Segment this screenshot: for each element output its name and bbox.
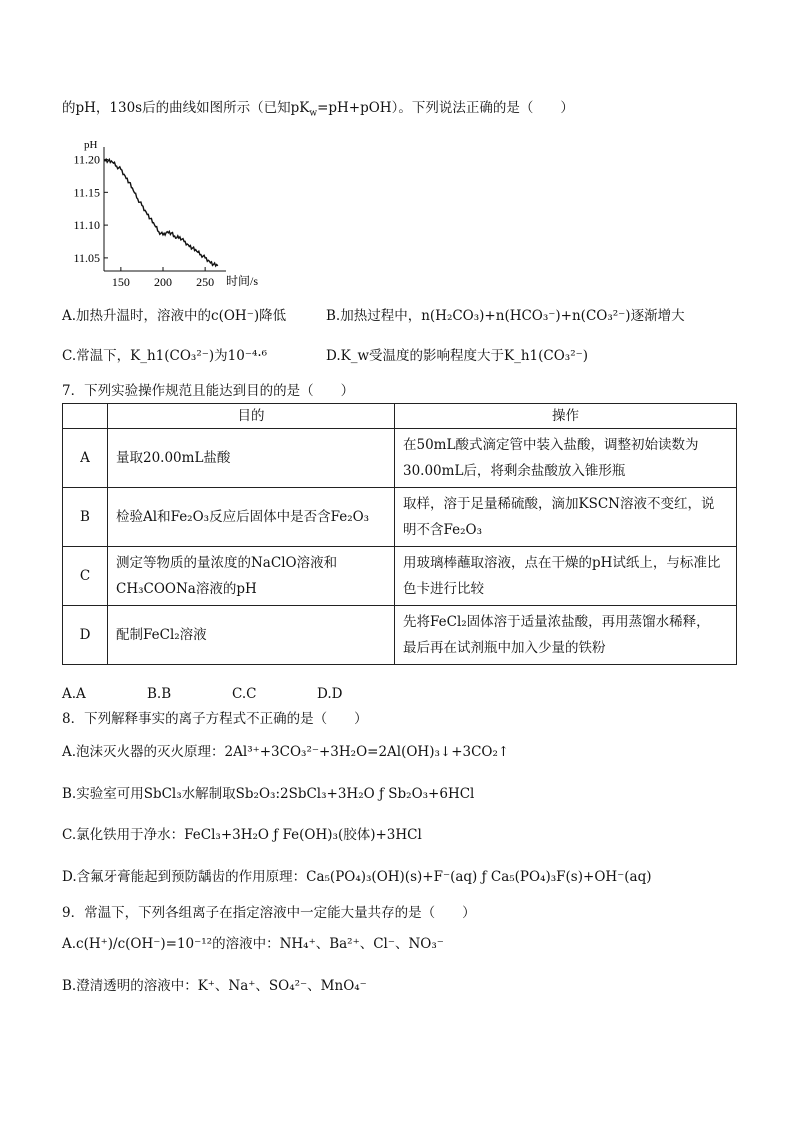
choice-d: D.D: [317, 686, 343, 702]
purpose-cell: 测定等物质的量浓度的NaClO溶液和 CH₃COONa溶液的pH: [108, 547, 395, 606]
operation-cell: 先将FeCl₂固体溶于适量浓盐酸，再用蒸馏水稀释， 最后再在试剂瓶中加入少量的铁粉: [395, 606, 737, 665]
q6-option-a: A.加热升温时，溶液中的c(OH⁻)降低: [62, 308, 287, 324]
table-row: [63, 429, 737, 488]
q7-table: [62, 403, 737, 665]
ph-curve: [104, 159, 218, 266]
y-tick-label: 11.20: [73, 152, 100, 167]
purpose-cell: 配制FeCl₂溶液: [108, 606, 395, 665]
row-label: B: [63, 488, 108, 547]
row-label: C: [63, 547, 108, 606]
header-cell: 操作: [395, 404, 737, 429]
q8-option-c: C.氯化铁用于净水：FeCl₃+3H₂O ƒ Fe(OH)₃(胶体)+3HCl: [62, 827, 422, 843]
x-tick-label: 200: [154, 275, 172, 289]
header-cell: [63, 404, 108, 429]
choice-c: C.C: [232, 686, 257, 702]
q6-intro: 的pH，130s后的曲线如图所示（已知$pK_w=pH+pOH$）。下列说法正确的是（ ）: [62, 100, 574, 119]
x-axis-label: 时间/s: [226, 274, 259, 288]
y-axis-label: pH: [84, 139, 98, 151]
y-tick-label: 11.05: [73, 250, 100, 265]
q9-option-b: B.澄清透明的溶液中：K⁺、Na⁺、SO₄²⁻、MnO₄⁻: [62, 978, 367, 994]
y-tick-label: 11.10: [73, 218, 100, 233]
q6-option-d: D.K_w受温度的影响程度大于K_h1(CO₃²⁻): [326, 348, 589, 364]
x-tick-label: 250: [196, 275, 215, 289]
q8-option-b: B.实验室可用SbCl₃水解制取Sb₂O₃:2SbCl₃+3H₂O ƒ Sb₂O₃+6HCl: [62, 786, 475, 802]
q8-stem: 8．下列解释事实的离子方程式不正确的是（ ）: [62, 711, 368, 727]
operation-cell: 在50mL酸式滴定管中装入盐酸，调整初始读数为 30.00mL后，将剩余盐酸放入锥形瓶: [395, 429, 737, 488]
y-tick-label: 11.15: [73, 185, 100, 200]
x-tick-label: 150: [111, 275, 130, 289]
choice-a: A.A: [62, 686, 86, 702]
q8-option-a: A.泡沫灭火器的灭火原理：2Al³⁺+3CO₃²⁻+3H₂O=2Al(OH)₃↓+3CO₂↑: [62, 744, 510, 760]
q9-stem: 9．常温下，下列各组离子在指定溶液中一定能大量共存的是（ ）: [62, 905, 476, 921]
table-row: [63, 488, 737, 547]
q6-option-c: C.常温下，K_h1(CO₃²⁻)为10⁻⁴·⁶: [62, 348, 268, 364]
q8-option-d: D.含氟牙膏能起到预防龋齿的作用原理：Ca₅(PO₄)₃(OH)(s)+F⁻(aq) ƒ Ca₅(PO₄)₃F(s)+OH⁻(aq): [62, 869, 652, 885]
purpose-cell: 量取20.00mL盐酸: [108, 429, 395, 488]
q9-option-a: A.c(H⁺)/c(OH⁻)=10⁻¹²的溶液中：NH₄⁺、Ba²⁺、Cl⁻、NO₃⁻: [62, 936, 444, 952]
operation-cell: 取样，溶于足量稀硫酸，滴加KSCN溶液不变红，说 明不含Fe₂O₃: [395, 488, 737, 547]
table-header-row: [63, 404, 737, 429]
choice-b: B.B: [147, 686, 172, 702]
row-label: A: [63, 429, 108, 488]
header-cell: 目的: [108, 404, 395, 429]
purpose-cell: 检验Al和Fe₂O₃反应后固体中是否含Fe₂O₃: [108, 488, 395, 547]
q7-stem: 7．下列实验操作规范且能达到目的的是（ ）: [62, 383, 355, 399]
table-row: [63, 547, 737, 606]
table-row: [63, 606, 737, 665]
operation-cell: 用玻璃棒蘸取溶液，点在干燥的pH试纸上，与标准比 色卡进行比较: [395, 547, 737, 606]
q6-option-b: B.加热过程中，n(H₂CO₃)+n(HCO₃⁻)+n(CO₃²⁻)逐渐增大: [326, 308, 685, 324]
q7-choices: [62, 684, 402, 704]
row-label: D: [63, 606, 108, 665]
ph-time-chart: [62, 135, 272, 295]
